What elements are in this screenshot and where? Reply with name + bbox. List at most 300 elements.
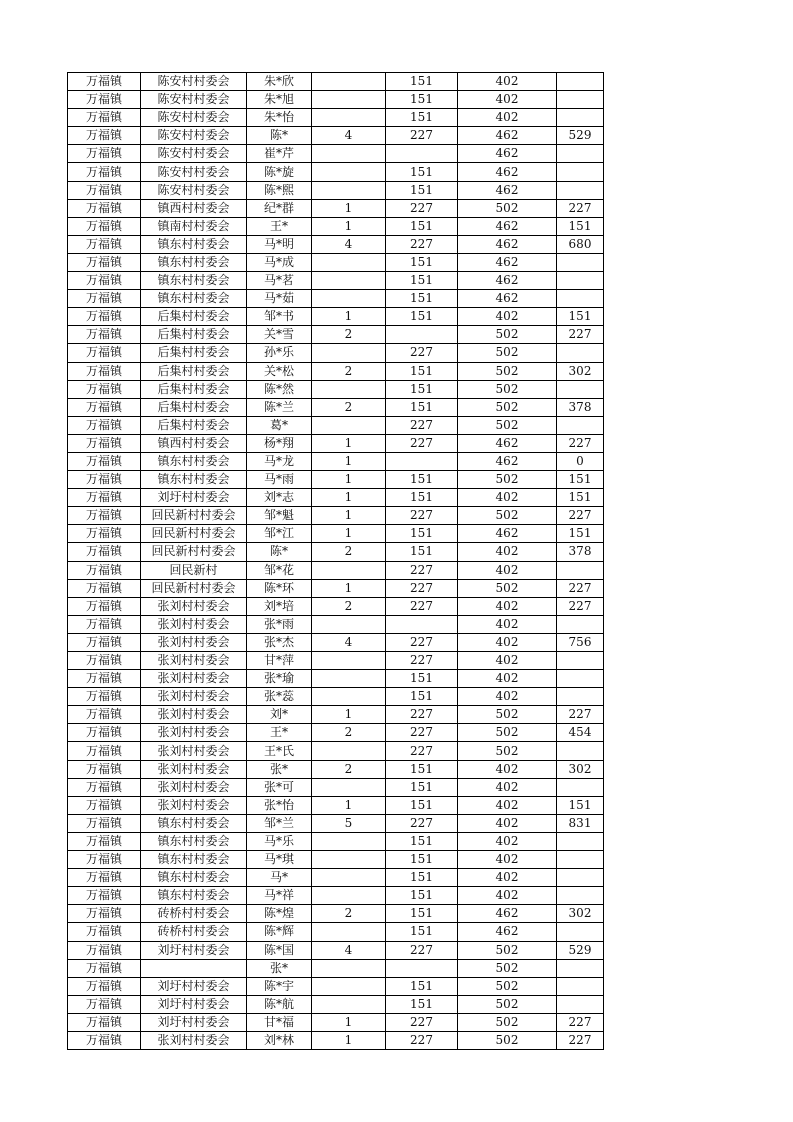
total-cell [557,181,604,199]
table-row [68,380,604,398]
amount-a-cell: 151 [386,290,458,308]
total-cell [557,887,604,905]
table-row [68,905,604,923]
table-row [68,73,604,91]
town-cell: 万福镇 [68,796,141,814]
total-cell [557,851,604,869]
name-cell: 崔*芹 [247,145,312,163]
table-row [68,145,604,163]
town-cell: 万福镇 [68,326,141,344]
table-row [68,1013,604,1031]
count-cell: 1 [312,471,386,489]
count-cell: 2 [312,543,386,561]
table-row [68,362,604,380]
amount-b-cell: 502 [458,1013,557,1031]
table-row [68,959,604,977]
count-cell [312,688,386,706]
town-cell: 万福镇 [68,308,141,326]
name-cell: 甘*福 [247,1013,312,1031]
amount-a-cell: 227 [386,434,458,452]
count-cell: 1 [312,217,386,235]
amount-a-cell: 227 [386,814,458,832]
amount-b-cell: 462 [458,290,557,308]
total-cell [557,959,604,977]
committee-cell: 陈安村村委会 [141,73,247,91]
table-row [68,489,604,507]
town-cell: 万福镇 [68,995,141,1013]
count-cell [312,73,386,91]
committee-cell: 后集村村委会 [141,362,247,380]
amount-a-cell: 151 [386,923,458,941]
amount-b-cell: 402 [458,561,557,579]
amount-a-cell: 151 [386,525,458,543]
amount-a-cell: 151 [386,163,458,181]
count-cell [312,272,386,290]
amount-b-cell: 462 [458,434,557,452]
amount-a-cell: 227 [386,597,458,615]
count-cell [312,615,386,633]
count-cell [312,561,386,579]
name-cell: 马*茗 [247,272,312,290]
amount-b-cell: 462 [458,272,557,290]
name-cell: 陈* [247,127,312,145]
name-cell: 邹*书 [247,308,312,326]
name-cell: 陈*航 [247,995,312,1013]
amount-b-cell: 502 [458,199,557,217]
name-cell: 纪*群 [247,199,312,217]
total-cell: 227 [557,434,604,452]
amount-a-cell: 151 [386,851,458,869]
amount-a-cell: 151 [386,778,458,796]
committee-cell: 张刘村村委会 [141,670,247,688]
amount-b-cell: 402 [458,308,557,326]
amount-a-cell: 151 [386,995,458,1013]
count-cell: 1 [312,199,386,217]
town-cell: 万福镇 [68,615,141,633]
count-cell: 5 [312,814,386,832]
total-cell: 529 [557,127,604,145]
total-cell: 227 [557,706,604,724]
total-cell: 378 [557,543,604,561]
amount-b-cell: 462 [458,145,557,163]
committee-cell: 镇东村村委会 [141,887,247,905]
name-cell: 张*怡 [247,796,312,814]
table-row [68,995,604,1013]
table-row [68,851,604,869]
amount-b-cell: 462 [458,525,557,543]
total-cell: 227 [557,326,604,344]
committee-cell: 陈安村村委会 [141,109,247,127]
count-cell [312,652,386,670]
town-cell: 万福镇 [68,362,141,380]
amount-a-cell: 227 [386,633,458,651]
amount-b-cell: 502 [458,344,557,362]
amount-a-cell: 151 [386,670,458,688]
name-cell: 王*氏 [247,742,312,760]
name-cell: 马*龙 [247,452,312,470]
count-cell: 1 [312,308,386,326]
total-cell: 227 [557,1031,604,1049]
amount-b-cell: 502 [458,507,557,525]
committee-cell: 刘圩村村委会 [141,995,247,1013]
total-cell: 302 [557,905,604,923]
committee-cell: 张刘村村委会 [141,1031,247,1049]
total-cell [557,380,604,398]
amount-a-cell: 151 [386,887,458,905]
total-cell [557,615,604,633]
table-row [68,434,604,452]
table-row [68,181,604,199]
amount-a-cell [386,452,458,470]
committee-cell: 镇东村村委会 [141,832,247,850]
total-cell [557,253,604,271]
total-cell [557,652,604,670]
committee-cell: 张刘村村委会 [141,778,247,796]
name-cell: 孙*乐 [247,344,312,362]
count-cell: 1 [312,525,386,543]
table-row [68,832,604,850]
amount-b-cell: 502 [458,706,557,724]
count-cell [312,742,386,760]
town-cell: 万福镇 [68,109,141,127]
town-cell: 万福镇 [68,778,141,796]
count-cell: 2 [312,760,386,778]
total-cell: 151 [557,308,604,326]
table-row [68,977,604,995]
amount-a-cell: 151 [386,832,458,850]
amount-b-cell: 462 [458,452,557,470]
committee-cell: 回民新村村委会 [141,525,247,543]
amount-b-cell: 502 [458,941,557,959]
count-cell [312,959,386,977]
name-cell: 马*乐 [247,832,312,850]
town-cell: 万福镇 [68,452,141,470]
total-cell: 756 [557,633,604,651]
total-cell [557,290,604,308]
amount-a-cell: 151 [386,109,458,127]
name-cell: 朱*旭 [247,91,312,109]
name-cell: 关*雪 [247,326,312,344]
amount-b-cell: 402 [458,760,557,778]
town-cell: 万福镇 [68,670,141,688]
amount-a-cell: 151 [386,73,458,91]
table-row [68,796,604,814]
table-row [68,344,604,362]
table-row [68,706,604,724]
name-cell: 张*瑜 [247,670,312,688]
count-cell [312,670,386,688]
total-cell: 227 [557,507,604,525]
town-cell: 万福镇 [68,1013,141,1031]
committee-cell: 镇东村村委会 [141,452,247,470]
amount-a-cell: 151 [386,398,458,416]
count-cell: 2 [312,724,386,742]
town-cell: 万福镇 [68,525,141,543]
town-cell: 万福镇 [68,1031,141,1049]
committee-cell: 张刘村村委会 [141,796,247,814]
amount-a-cell: 227 [386,706,458,724]
amount-a-cell: 227 [386,199,458,217]
table-row [68,670,604,688]
committee-cell: 回民新村村委会 [141,543,247,561]
name-cell: 王* [247,724,312,742]
total-cell [557,561,604,579]
total-cell [557,73,604,91]
town-cell: 万福镇 [68,434,141,452]
count-cell: 1 [312,489,386,507]
town-cell: 万福镇 [68,507,141,525]
amount-b-cell: 402 [458,109,557,127]
count-cell: 4 [312,633,386,651]
committee-cell: 陈安村村委会 [141,91,247,109]
count-cell: 4 [312,235,386,253]
amount-a-cell: 151 [386,471,458,489]
town-cell: 万福镇 [68,380,141,398]
town-cell: 万福镇 [68,597,141,615]
town-cell: 万福镇 [68,253,141,271]
amount-a-cell: 151 [386,977,458,995]
committee-cell: 后集村村委会 [141,416,247,434]
total-cell: 151 [557,217,604,235]
committee-cell: 镇东村村委会 [141,814,247,832]
committee-cell: 刘圩村村委会 [141,941,247,959]
committee-cell: 后集村村委会 [141,308,247,326]
table-row [68,163,604,181]
total-cell: 454 [557,724,604,742]
town-cell: 万福镇 [68,199,141,217]
amount-b-cell: 462 [458,235,557,253]
table-row [68,471,604,489]
amount-a-cell: 151 [386,217,458,235]
committee-cell: 陈安村村委会 [141,181,247,199]
name-cell: 朱*欣 [247,73,312,91]
count-cell: 2 [312,398,386,416]
town-cell: 万福镇 [68,561,141,579]
committee-cell: 张刘村村委会 [141,688,247,706]
amount-b-cell: 502 [458,959,557,977]
name-cell: 陈*环 [247,579,312,597]
committee-cell: 镇东村村委会 [141,272,247,290]
amount-a-cell: 227 [386,652,458,670]
town-cell: 万福镇 [68,832,141,850]
amount-b-cell: 402 [458,543,557,561]
total-cell [557,109,604,127]
amount-b-cell: 502 [458,326,557,344]
count-cell: 1 [312,706,386,724]
table-row [68,308,604,326]
table-row [68,235,604,253]
town-cell: 万福镇 [68,959,141,977]
count-cell: 4 [312,127,386,145]
amount-b-cell: 462 [458,905,557,923]
committee-cell: 张刘村村委会 [141,724,247,742]
committee-cell: 张刘村村委会 [141,742,247,760]
amount-b-cell: 502 [458,724,557,742]
total-cell [557,688,604,706]
total-cell [557,832,604,850]
table-row [68,923,604,941]
amount-a-cell: 151 [386,543,458,561]
amount-a-cell: 227 [386,507,458,525]
amount-a-cell: 151 [386,905,458,923]
amount-a-cell: 151 [386,91,458,109]
town-cell: 万福镇 [68,851,141,869]
amount-a-cell: 151 [386,760,458,778]
town-cell: 万福镇 [68,272,141,290]
total-cell: 227 [557,597,604,615]
count-cell [312,995,386,1013]
committee-cell: 后集村村委会 [141,326,247,344]
amount-b-cell: 402 [458,851,557,869]
total-cell: 0 [557,452,604,470]
table-row [68,688,604,706]
town-cell: 万福镇 [68,91,141,109]
name-cell: 朱*怡 [247,109,312,127]
count-cell [312,887,386,905]
total-cell [557,869,604,887]
town-cell: 万福镇 [68,652,141,670]
town-cell: 万福镇 [68,688,141,706]
amount-a-cell: 227 [386,1013,458,1031]
amount-b-cell: 462 [458,181,557,199]
count-cell [312,778,386,796]
name-cell: 马*祥 [247,887,312,905]
name-cell: 陈*旋 [247,163,312,181]
table-row [68,724,604,742]
table-row [68,760,604,778]
count-cell [312,869,386,887]
name-cell: 张*杰 [247,633,312,651]
amount-a-cell: 227 [386,941,458,959]
total-cell [557,742,604,760]
count-cell [312,91,386,109]
name-cell: 王* [247,217,312,235]
total-cell [557,977,604,995]
town-cell: 万福镇 [68,489,141,507]
committee-cell: 镇东村村委会 [141,869,247,887]
count-cell [312,145,386,163]
name-cell: 葛* [247,416,312,434]
table-row [68,561,604,579]
committee-cell: 镇东村村委会 [141,471,247,489]
table-row [68,579,604,597]
town-cell: 万福镇 [68,579,141,597]
amount-a-cell [386,959,458,977]
total-cell [557,923,604,941]
total-cell: 680 [557,235,604,253]
table-row [68,507,604,525]
count-cell: 1 [312,796,386,814]
count-cell: 1 [312,434,386,452]
count-cell: 1 [312,1031,386,1049]
total-cell: 227 [557,1013,604,1031]
total-cell [557,778,604,796]
count-cell: 1 [312,579,386,597]
amount-a-cell: 227 [386,561,458,579]
count-cell [312,832,386,850]
count-cell: 1 [312,1013,386,1031]
name-cell: 陈*熙 [247,181,312,199]
count-cell [312,163,386,181]
committee-cell: 张刘村村委会 [141,597,247,615]
committee-cell: 陈安村村委会 [141,163,247,181]
total-cell: 227 [557,579,604,597]
amount-a-cell: 151 [386,489,458,507]
committee-cell: 镇东村村委会 [141,290,247,308]
total-cell [557,995,604,1013]
amount-a-cell: 227 [386,724,458,742]
count-cell [312,416,386,434]
town-cell: 万福镇 [68,145,141,163]
committee-cell: 后集村村委会 [141,380,247,398]
town-cell: 万福镇 [68,416,141,434]
committee-cell: 张刘村村委会 [141,760,247,778]
town-cell: 万福镇 [68,706,141,724]
town-cell: 万福镇 [68,814,141,832]
table-row [68,1031,604,1049]
table-row [68,290,604,308]
town-cell: 万福镇 [68,471,141,489]
table-body [68,73,604,1050]
table-row [68,941,604,959]
table-row [68,452,604,470]
amount-b-cell: 502 [458,416,557,434]
amount-b-cell: 402 [458,796,557,814]
amount-a-cell: 151 [386,869,458,887]
committee-cell: 后集村村委会 [141,398,247,416]
total-cell [557,145,604,163]
total-cell [557,272,604,290]
amount-b-cell: 402 [458,489,557,507]
name-cell: 陈*辉 [247,923,312,941]
town-cell: 万福镇 [68,941,141,959]
name-cell: 陈*煌 [247,905,312,923]
count-cell [312,109,386,127]
town-cell: 万福镇 [68,543,141,561]
count-cell: 2 [312,905,386,923]
name-cell: 刘*林 [247,1031,312,1049]
amount-b-cell: 402 [458,597,557,615]
town-cell: 万福镇 [68,905,141,923]
committee-cell: 镇南村村委会 [141,217,247,235]
name-cell: 甘*萍 [247,652,312,670]
amount-b-cell: 462 [458,127,557,145]
total-cell: 529 [557,941,604,959]
amount-a-cell [386,326,458,344]
town-cell: 万福镇 [68,923,141,941]
table-row [68,217,604,235]
table-row [68,597,604,615]
total-cell: 151 [557,471,604,489]
amount-b-cell: 462 [458,253,557,271]
table-row [68,652,604,670]
amount-a-cell: 151 [386,362,458,380]
name-cell: 邹*江 [247,525,312,543]
table-row [68,742,604,760]
table-row [68,778,604,796]
total-cell: 227 [557,199,604,217]
amount-b-cell: 502 [458,471,557,489]
amount-a-cell: 151 [386,380,458,398]
amount-b-cell: 402 [458,670,557,688]
count-cell [312,977,386,995]
committee-cell: 张刘村村委会 [141,706,247,724]
count-cell: 2 [312,326,386,344]
table-row [68,199,604,217]
name-cell: 陈* [247,543,312,561]
amount-a-cell: 151 [386,688,458,706]
committee-cell: 镇东村村委会 [141,851,247,869]
